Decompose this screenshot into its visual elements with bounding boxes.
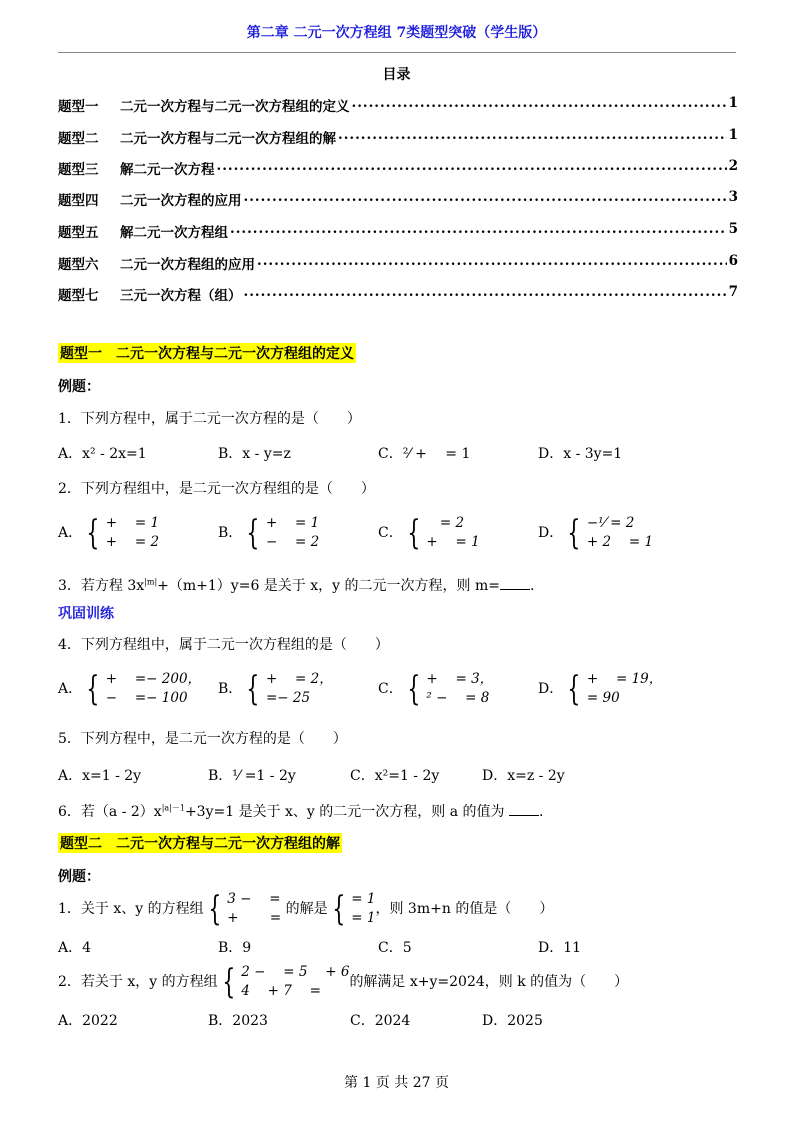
toc-entry[interactable] <box>58 127 738 147</box>
brace-icon: { <box>86 669 100 709</box>
equation-system <box>204 890 282 928</box>
toc-title: 二元一次方程的应用 <box>120 193 242 209</box>
option-c: C．2024 <box>350 1013 411 1029</box>
toc-key: 题型三 <box>58 162 99 178</box>
q6-text: . <box>538 804 544 820</box>
option-label: C． <box>378 525 403 541</box>
toc-entry[interactable] <box>58 189 738 209</box>
option-c: C．5 <box>378 940 412 956</box>
answer-blank <box>500 577 530 590</box>
toc-title: 二元一次方程组的应用 <box>120 257 255 273</box>
q6-text: +3y=1 是关于 x、y 的二元一次方程，则 a 的值为 <box>184 804 509 820</box>
brace-icon: { <box>331 889 345 929</box>
brace-icon: { <box>407 669 421 709</box>
toc-page: 7 <box>728 284 738 300</box>
q-text: 的解满足 x+y=2024，则 k 的值为（ ） <box>349 974 629 990</box>
section-header-2 <box>58 833 342 853</box>
toc-key: 题型二 <box>58 131 99 147</box>
option-b: B．¹⁄ =1 - 2y <box>208 768 296 784</box>
eq-line: + = 1 <box>265 515 320 531</box>
q3-text: . <box>529 578 535 594</box>
s2-question-1 <box>58 890 553 928</box>
option-c: C．²⁄ + = 1 <box>378 446 471 462</box>
toc-key: 题型六 <box>58 257 99 273</box>
question-6 <box>58 801 543 821</box>
option-a: A．4 <box>58 940 92 956</box>
option-d <box>538 514 653 552</box>
question-5: 5．下列方程中，是二元一次方程的是（ ） <box>58 731 347 747</box>
brace-icon: { <box>246 513 260 553</box>
document-title: 第二章 二元一次方程组 7类题型突破（学生版） <box>246 25 547 41</box>
toc-entry[interactable] <box>58 158 738 178</box>
option-d: D．11 <box>538 940 582 956</box>
option-b: B．2023 <box>208 1013 268 1029</box>
toc-leader <box>217 158 727 178</box>
example-label: 例题： <box>58 379 100 395</box>
answer-blank <box>509 803 539 816</box>
option-a: A．x² - 2x=1 <box>58 446 147 462</box>
option-a <box>58 670 201 708</box>
toc-entry[interactable] <box>58 253 738 273</box>
toc-key: 题型五 <box>58 225 99 241</box>
eq-line: −¹⁄ = 2 <box>586 515 635 531</box>
eq-line: = 90 <box>586 690 620 706</box>
option-d: D．x=z - 2y <box>482 768 565 784</box>
eq-line: ² − = 8 <box>426 690 490 706</box>
toc-leader <box>338 127 727 147</box>
eq-line: + = 1 <box>426 534 480 550</box>
q-text: 的解是 <box>281 901 328 917</box>
question-4: 4．下列方程组中，属于二元一次方程组的是（ ） <box>58 637 389 653</box>
equation-system <box>563 670 662 708</box>
eq-line: 3 − = <box>227 891 281 907</box>
header-divider <box>58 52 736 53</box>
eq-line: + 2 = 1 <box>586 534 654 550</box>
toc-page: 1 <box>728 127 738 143</box>
brace-icon: { <box>207 889 221 929</box>
section-key: 题型一 <box>60 346 102 362</box>
q-text: ，则 3m+n 的值是（ ） <box>375 901 554 917</box>
toc-leader <box>244 189 727 209</box>
option-c: C．x²=1 - 2y <box>350 768 440 784</box>
toc-page: 1 <box>728 95 738 111</box>
equation-system <box>242 514 319 552</box>
toc-page: 5 <box>728 221 738 237</box>
option-label: C． <box>378 681 403 697</box>
eq-line: + = 3， <box>426 671 494 687</box>
toc-page: 3 <box>728 189 738 205</box>
eq-line: − = 2 <box>265 534 320 550</box>
brace-icon: { <box>86 513 100 553</box>
option-c <box>378 514 480 552</box>
toc-leader <box>352 95 727 115</box>
eq-line: + = 19， <box>586 671 663 687</box>
q6-exponent: |a|－1 <box>161 803 185 813</box>
toc-title: 三元一次方程（组） <box>120 288 242 304</box>
q3-exponent: |m| <box>144 577 158 587</box>
toc-heading: 目录 <box>382 67 411 83</box>
q3-text: +（m+1）y=6 是关于 x，y 的二元一次方程，则 m= <box>157 578 500 594</box>
option-b: B．x - y=z <box>218 446 291 462</box>
option-d: D．x - 3y=1 <box>538 446 623 462</box>
eq-line: 4 + 7 = <box>241 983 321 999</box>
solution-system <box>328 890 376 928</box>
brace-icon: { <box>567 669 581 709</box>
toc-title: 解二元一次方程组 <box>120 225 228 241</box>
option-label: D． <box>538 681 564 697</box>
option-d: D．2025 <box>482 1013 543 1029</box>
eq-line: + =− 200， <box>105 671 202 687</box>
section-title: 二元一次方程与二元一次方程组的解 <box>116 836 340 852</box>
question-2: 2．下列方程组中，是二元一次方程组的是（ ） <box>58 481 375 497</box>
eq-line: = 1 <box>351 910 376 926</box>
brace-icon: { <box>221 962 235 1002</box>
equation-system <box>82 670 201 708</box>
toc-title: 解二元一次方程 <box>120 162 215 178</box>
toc-page: 2 <box>728 158 738 174</box>
eq-line: = 2 <box>426 515 465 531</box>
option-label: B． <box>218 525 243 541</box>
option-c <box>378 670 493 708</box>
equation-system <box>82 514 159 552</box>
eq-line: = 1 <box>351 891 376 907</box>
option-label: D． <box>538 525 564 541</box>
option-a <box>58 514 159 552</box>
eq-line: + = 1 <box>105 515 160 531</box>
equation-system <box>563 514 653 552</box>
option-b <box>218 514 319 552</box>
section-key: 题型二 <box>60 836 102 852</box>
option-d <box>538 670 662 708</box>
practice-label: 巩固训练 <box>58 606 114 622</box>
toc-entry[interactable] <box>58 95 738 115</box>
toc-leader <box>244 284 727 304</box>
page-footer: 第 1 页 共 27 页 <box>344 1075 449 1091</box>
brace-icon: { <box>407 513 421 553</box>
option-a: A．2022 <box>58 1013 118 1029</box>
question-1: 1．下列方程中，属于二元一次方程的是（ ） <box>58 411 361 427</box>
option-label: B． <box>218 681 243 697</box>
eq-line: + = <box>227 910 282 926</box>
option-a: A．x=1 - 2y <box>58 768 142 784</box>
toc-entry[interactable] <box>58 221 738 241</box>
brace-icon: { <box>246 669 260 709</box>
brace-icon: { <box>567 513 581 553</box>
example-label: 例题： <box>58 869 100 885</box>
eq-line: + = 2， <box>265 671 333 687</box>
eq-line: − =− 100 <box>105 690 188 706</box>
option-label: A． <box>58 681 83 697</box>
q-text: 2．若关于 x，y 的方程组 <box>58 974 218 990</box>
equation-system <box>218 963 350 1001</box>
toc-leader <box>230 221 727 241</box>
equation-system <box>403 670 493 708</box>
q-text: 1．关于 x、y 的方程组 <box>58 901 204 917</box>
option-b: B．9 <box>218 940 252 956</box>
option-b <box>218 670 333 708</box>
toc-page: 6 <box>728 253 738 269</box>
toc-key: 题型七 <box>58 288 99 304</box>
toc-key: 题型一 <box>58 99 99 115</box>
eq-line: + = 2 <box>105 534 160 550</box>
q6-text: 6．若（a - 2）x <box>58 804 162 820</box>
toc-entry[interactable] <box>58 284 738 304</box>
question-3 <box>58 575 534 595</box>
eq-line: =− 25 <box>265 690 311 706</box>
option-label: A． <box>58 525 83 541</box>
equation-system <box>403 514 480 552</box>
toc-key: 题型四 <box>58 193 99 209</box>
toc-leader <box>257 253 727 273</box>
s2-question-2 <box>58 963 628 1001</box>
toc-title: 二元一次方程与二元一次方程组的解 <box>120 131 336 147</box>
equation-system <box>242 670 332 708</box>
section-title: 二元一次方程与二元一次方程组的定义 <box>116 346 354 362</box>
q3-text: 3．若方程 3x <box>58 578 145 594</box>
toc-title: 二元一次方程与二元一次方程组的定义 <box>120 99 350 115</box>
section-header-1 <box>58 343 356 363</box>
eq-line: 2 − = 5 + 6 <box>241 964 350 980</box>
